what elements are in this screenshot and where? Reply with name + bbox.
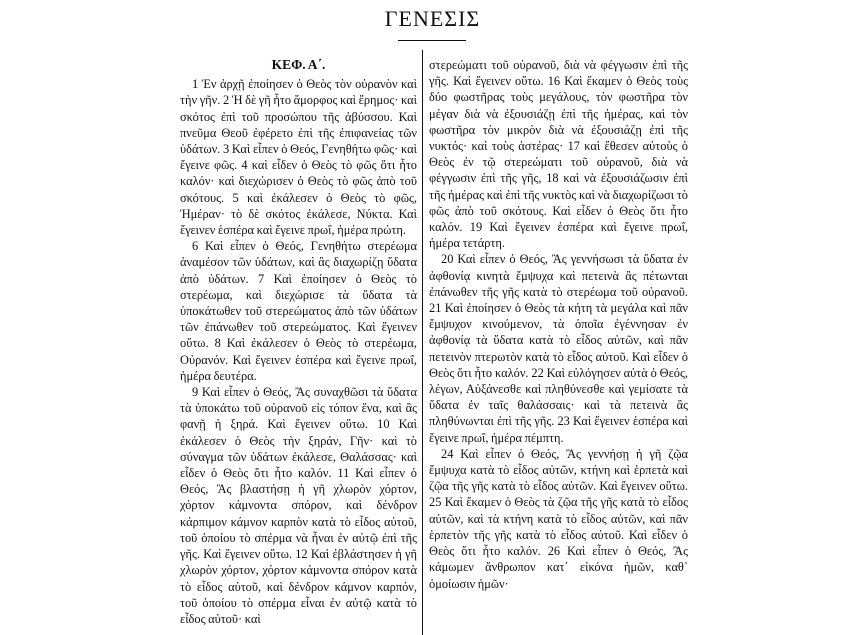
left-column: [180, 57, 417, 627]
paragraph: 1 Ἐν ἀρχῇ ἐποίησεν ὁ Θεὸς τὸν οὐρανὸν καὶ τὴν γῆν. 2 Ἡ δὲ γῆ ἦτο ἄμορφος καὶ ἔρημος· καὶ σκότος ἐπὶ τοῦ προσώπου τῆς ἀβύσσου. Καὶ πνεῦμα Θεοῦ ἐφέρετο ἐπὶ τῆς ἐπιφανείας τῶν ὑδάτων. 3 Καὶ εἶπεν ὁ Θεός, Γενηθήτω φῶς· καὶ ἔγεινε φῶς. 4 καὶ εἶδεν ὁ Θεὸς τὸ φῶς ὅτι ἦτο καλόν· καὶ διεχώρισεν ὁ Θεὸς τὸ φῶς ἀπὸ τοῦ σκότους. 5 καὶ ἐκάλεσεν ὁ Θεὸς τὸ φῶς, Ἡμέραν· τὸ δὲ σκότος ἐκάλεσε, Νύκτα. Καὶ ἔγεινεν ἑσπέρα καὶ ἔγεινε πρωΐ, ἡμέρα πρώτη.: [180, 77, 417, 238]
paragraph: 9 Καὶ εἶπεν ὁ Θεός, Ἂς συναχθῶσι τὰ ὕδατα τὰ ὑποκάτω τοῦ οὐρανοῦ εἰς τόπον ἕνα, καὶ ἂς φανῇ ἡ ξηρά. Καὶ ἔγεινεν οὕτω. 10 Καὶ ἐκάλεσεν ὁ Θεὸς τὴν ξηράν, Γῆν· καὶ τὸ σύναγμα τῶν ὑδάτων ἐκάλεσε, Θαλάσσας· καὶ εἶδεν ὁ Θεὸς ὅτι ἦτο καλόν. 11 Καὶ εἶπεν ὁ Θεός, Ἂς βλαστήσῃ ἡ γῆ χλωρὸν χόρτον, χόρτον κάμνοντα σπόρον, καὶ δένδρον κάρπιμον κάμνον καρπὸν κατὰ τὸ εἶδος αὐτοῦ, τοῦ ὁποίου τὸ σπέρμα νὰ ἦναι ἐν αὐτῷ ἐπὶ τῆς γῆς. Καὶ ἔγεινεν οὕτω. 12 Καὶ ἐβλάστησεν ἡ γῆ χλωρὸν χόρτον, χόρτον κάμνοντα σπόρον κατὰ τὸ εἶδος αὐτοῦ, καὶ δένδρον κάμνον καρπόν, τοῦ ὁποίου τὸ σπέρμα εἶναι ἐν αὐτῷ κατὰ τὸ εἶδος αὐτοῦ· καὶ: [180, 385, 417, 626]
right-column: [429, 57, 688, 592]
paragraph: 20 Καὶ εἶπεν ὁ Θεός, Ἂς γεννήσωσι τὰ ὕδατα ἐν ἀφθονίᾳ κινητὰ ἔμψυχα καὶ πετεινὰ ἂς πέτωνται ἐπάνωθεν τῆς γῆς κατὰ τὸ στερέωμα τοῦ οὐρανοῦ. 21 Καὶ ἐποίησεν ὁ Θεὸς τὰ κήτη τὰ μεγάλα καὶ πᾶν ἔμψυχον κινούμενον, τὰ ὁποῖα ἐγέννησαν ἐν ἀφθονίᾳ τὰ ὕδατα κατὰ τὸ εἶδος αὐτῶν, καὶ πᾶν πετεινὸν πτερωτὸν κατὰ τὸ εἶδος αὐτοῦ. Καὶ εἶδεν ὁ Θεὸς ὅτι ἦτο καλόν. 22 Καὶ εὐλόγησεν αὐτὰ ὁ Θεός, λέγων, Αὐξάνεσθε καὶ πληθύνεσθε καὶ γεμίσατε τὰ ὕδατα ἐν ταῖς θαλάσσαις· καὶ τὰ πετεινὰ ἂς πληθύνωνται ἐπὶ τῆς γῆς. 23 Καὶ ἔγεινεν ἑσπέρα καὶ ἔγεινε πρωΐ, ἡμέρα πέμπτη.: [429, 252, 688, 445]
paragraph: 24 Καὶ εἶπεν ὁ Θεός, Ἂς γεννήσῃ ἡ γῆ ζῷα ἔμψυχα κατὰ τὸ εἶδος αὐτῶν, κτήνη καὶ ἑρπετὰ καὶ ζῷα τῆς γῆς κατὰ τὸ εἶδος αὐτῶν. Καὶ ἔγεινεν οὕτω. 25 Καὶ ἔκαμεν ὁ Θεὸς τὰ ζῷα τῆς γῆς κατὰ τὸ εἶδος αὐτῶν, καὶ τὰ κτήνη κατὰ τὸ εἶδος αὐτῶν, καὶ πᾶν ἑρπετὸν τῆς γῆς κατὰ τὸ εἶδος αὐτοῦ. Καὶ εἶδεν ὁ Θεὸς ὅτι ἦτο καλόν. 26 Καὶ εἶπεν ὁ Θεός, Ἂς κάμωμεν ἄνθρωπον κατ᾽ εἰκόνα ἡμῶν, καθ᾽ ὁμοίωσιν ἡμῶν·: [429, 446, 688, 591]
paragraph: 6 Καὶ εἶπεν ὁ Θεός, Γενηθήτω στερέωμα ἀναμέσον τῶν ὑδάτων, καὶ ἂς διαχωρίζῃ ὕδατα ἀπὸ ὑδάτων. 7 Καὶ ἐποίησεν ὁ Θεὸς τὸ στερέωμα, καὶ διεχώρισε τὰ ὕδατα τὰ ὑποκάτωθεν τοῦ στερεώματος ἀπὸ τῶν ὑδάτων τῶν ἐπάνωθεν τοῦ στερεώματος. Καὶ ἔγεινεν οὕτω. 8 Καὶ ἐκάλεσεν ὁ Θεὸς τὸ στερέωμα, Οὐρανόν. Καὶ ἔγεινεν ἑσπέρα καὶ ἔγεινε πρωΐ, ἡμέρα δευτέρα.: [180, 239, 417, 383]
chapter-heading: ΚΕΦ. Α΄.: [271, 57, 326, 72]
column-divider: [422, 50, 423, 635]
page-title: ΓΕΝΕΣΙΣ: [384, 6, 481, 31]
title-rule: [398, 40, 466, 41]
paragraph: στερεώματι τοῦ οὐρανοῦ, διὰ νὰ φέγγωσιν ἐπὶ τῆς γῆς. Καὶ ἔγεινεν οὕτω. 16 Καὶ ἔκαμεν ὁ Θεὸς τοὺς δύο φωστῆρας τοὺς μεγάλους, τὸν φωστῆρα τὸν μέγαν διὰ νὰ ἐξουσιάζῃ ἐπὶ τῆς ἡμέρας, καὶ τὸν φωστῆρα τὸν μικρὸν διὰ νὰ ἐξουσιάζῃ ἐπὶ τῆς νυκτός· καὶ τοὺς ἀστέρας· 17 καὶ ἔθεσεν αὐτοὺς ὁ Θεὸς ἐν τῷ στερεώματι τοῦ οὐρανοῦ, διὰ νὰ φέγγωσιν ἐπὶ τῆς γῆς, 18 καὶ νὰ ἐξουσιάζωσιν ἐπὶ τῆς ἡμέρας καὶ ἐπὶ τῆς νυκτὸς καὶ νὰ διαχωρίζωσι τὸ φῶς ἀπὸ τοῦ σκότους. Καὶ εἶδεν ὁ Θεὸς ὅτι ἦτο καλόν. 19 Καὶ ἔγεινεν ἑσπέρα καὶ ἔγεινε πρωΐ, ἡμέρα τετάρτη.: [429, 58, 688, 251]
